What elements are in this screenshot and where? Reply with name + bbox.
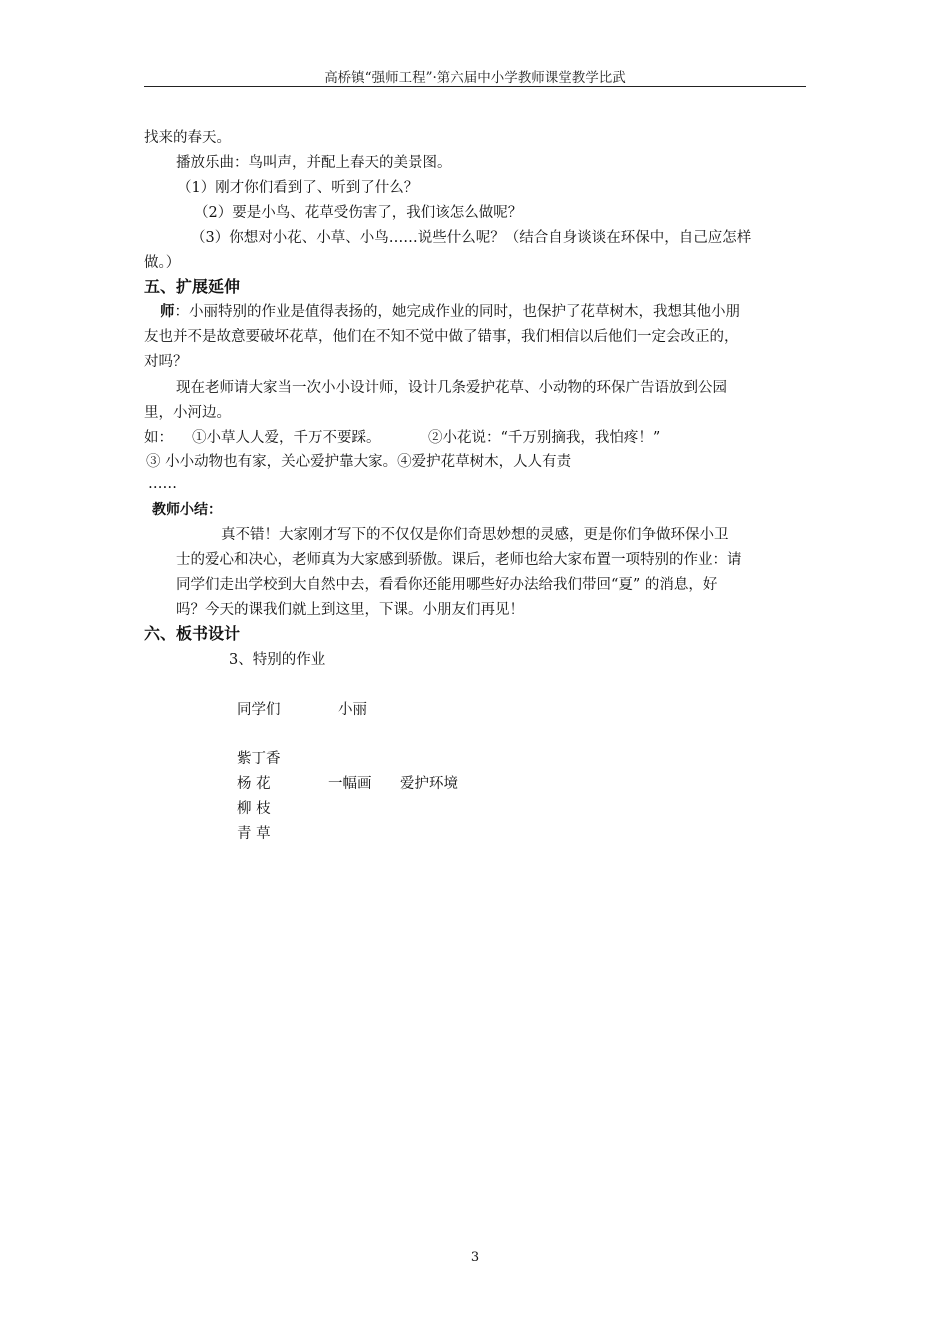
page-header: 高桥镇“强师工程”·第六届中小学教师课堂教学比武 [324,70,626,86]
board-text: 爱护环境 [400,776,458,792]
ellipsis: …… [148,476,177,492]
summary-line: 吗？今天的课我们就上到这里，下课。小朋友们再见！ [176,602,524,618]
text-line: 播放乐曲：鸟叫声，并配上春天的美景图。 [176,155,452,171]
text-line: 对吗？ [144,354,188,370]
header-rule [144,86,806,87]
example-item: ①小草人人爱，千万不要踩。 [192,430,381,446]
example-label: 如： [144,430,173,446]
question-2: （2）要是小鸟、花草受伤害了，我们该怎么做呢？ [194,205,523,221]
board-text: 一幅画 [328,776,372,792]
summary-line: 同学们走出学校到大自然中去，看看你还能用哪些好办法给我们带回“夏” 的消息，好 [176,577,718,593]
page-number: 3 [470,1250,480,1265]
text-line: 找来的春天。 [144,130,231,146]
teacher-text: ：小丽特别的作业是值得表扬的，她完成作业的同时，也保护了花草树木，我想其他小朋 [174,304,740,320]
teacher-label: 师 [160,303,175,320]
text-line: 里，小河边。 [144,405,231,421]
text-line: 友也并不是故意要破坏花草，他们在不知不觉中做了错事，我们相信以后他们一定会改正的， [144,329,739,345]
question-3: （3）你想对小花、小草、小鸟……说些什么呢？（结合自身谈谈在环保中，自己应怎样 [191,230,752,246]
board-text: 柳 枝 [237,801,271,817]
teacher-paragraph [160,302,740,322]
board-text: 杨 花 [237,776,271,792]
board-text: 青 草 [237,826,271,842]
text-line: 做。） [144,255,181,271]
summary-label: 教师小结： [152,502,222,518]
board-text: 小丽 [338,702,367,718]
summary-line: 真不错！大家刚才写下的不仅仅是你们奇思妙想的灵感，更是你们争做环保小卫 [221,527,729,543]
board-title: 3、特别的作业 [229,652,326,668]
text-line: 现在老师请大家当一次小小设计师，设计几条爱护花草、小动物的环保广告语放到公园 [176,380,727,396]
summary-line: 士的爱心和决心，老师真为大家感到骄傲。课后，老师也给大家布置一项特别的作业：请 [176,552,742,568]
example-item: ②小花说：“千万别摘我，我怕疼！” [428,430,661,446]
board-text: 紫丁香 [237,751,281,767]
section-heading: 五、扩展延伸 [144,277,241,296]
question-1: （1）刚才你们看到了、听到了什么？ [177,180,419,196]
example-item: ③ 小小动物也有家，关心爱护靠大家。④爱护花草树木，人人有责 [146,454,572,470]
board-text: 同学们 [237,702,281,718]
section-heading: 六、板书设计 [144,624,241,643]
